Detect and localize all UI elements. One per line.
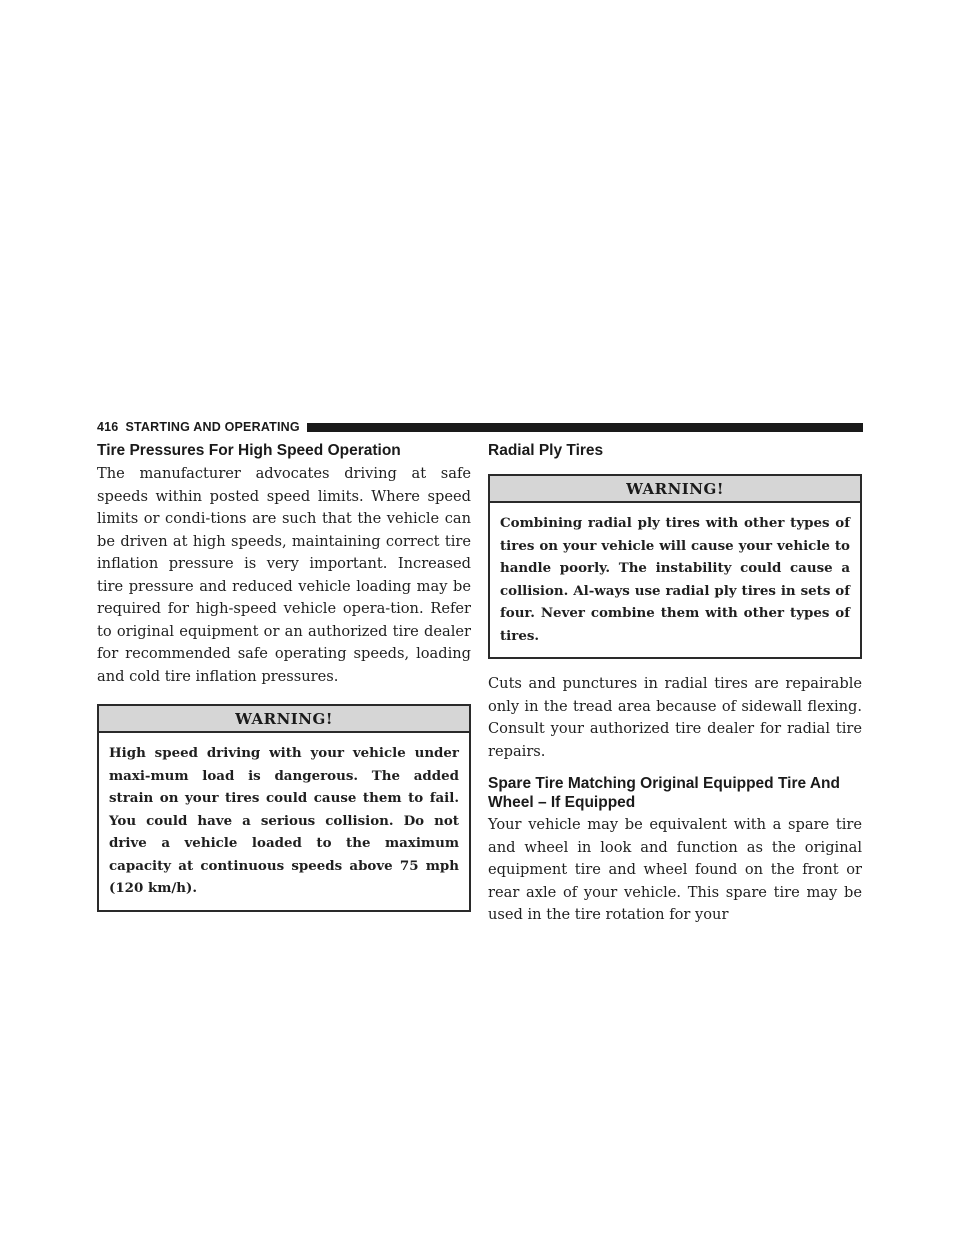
heading-radial-ply: Radial Ply Tires [488,442,604,459]
warning-box-radial [488,474,862,659]
page-header [97,419,863,435]
warning-box-high-speed [97,704,471,912]
paragraph-spare-tire: Your vehicle may be equivalent with a spare tire and wheel in look and function as the original equipment tire and wheel found on the front or rear axle of your vehicle. This spare tire may be used in the tire rotation for your [488,816,862,923]
heading-high-speed: Tire Pressures For High Speed Operation [97,442,401,459]
right-column [488,441,862,927]
section-title: STARTING AND OPERATING [125,420,300,434]
warning-title: WARNING! [99,706,469,733]
left-column [97,441,471,926]
heading-spare-tire: Spare Tire Matching Original Equipped Tire And Wheel – If Equipped [488,775,840,811]
paragraph-radial-repairs: Cuts and punctures in radial tires are repairable only in the tread area because of sidewall flexing. Consult your authorized tire dealer for radial tire repairs. [488,675,862,760]
header-rule [307,423,863,432]
warning-title: WARNING! [490,476,860,503]
page-number: 416 [97,420,119,434]
warning-text: Combining radial ply tires with other types of tires on your vehicle will cause your vehicle to handle poorly. The instability could cause a collision. Al-ways use radial ply tires in sets of four. Never combine them with other types of tires. [500,515,850,644]
paragraph-high-speed: The manufacturer advocates driving at safe speeds within posted speed limits. Where speed limits or condi-tions are such that the vehicle can be driven at high speeds, maintaining correct tire inflation pressure is very important. Increased tire pressure and reduced vehicle loading may be required for high-speed vehicle opera-tion. Refer to original equipment or an authorized tire dealer for recommended safe operating speeds, loading and cold tire inflation pressures. [97,465,471,685]
warning-text: High speed driving with your vehicle under maxi-mum load is dangerous. The added strain on your tires could cause them to fail. You could have a serious collision. Do not drive a vehicle loaded to the maximum capacity at continuous speeds above 75 mph (120 km/h). [109,745,459,896]
